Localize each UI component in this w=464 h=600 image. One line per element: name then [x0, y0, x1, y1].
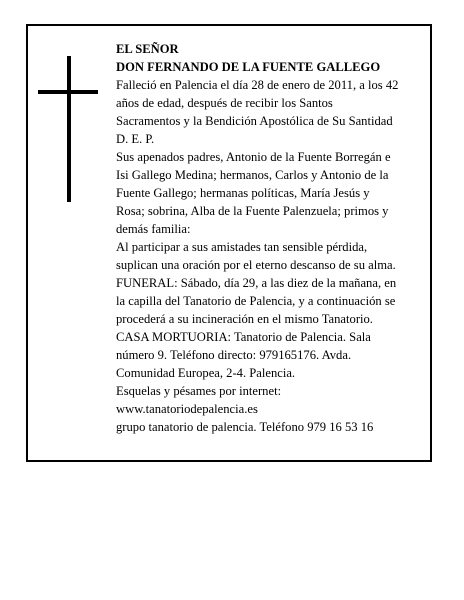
notice-heading-title: EL SEÑOR: [116, 42, 179, 56]
obituary-notice-frame: [26, 24, 432, 462]
notice-line: años de edad, después de recibir los Santos: [116, 96, 333, 110]
notice-line: Isi Gallego Medina; hermanos, Carlos y Antonio de la: [116, 168, 389, 182]
cross-vertical-bar: [67, 56, 71, 202]
notice-line: procederá a su incineración en el mismo Tanatorio.: [116, 312, 373, 326]
deceased-name: DON FERNANDO DE LA FUENTE GALLEGO: [116, 60, 381, 74]
notice-line: Fuente Gallego; hermanas políticas, María Jesús y: [116, 186, 370, 200]
notice-line: Falleció en Palencia el día 28 de enero de 2011, a los 42: [116, 78, 399, 92]
notice-line: Rosa; sobrina, Alba de la Fuente Palenzuela; primos y: [116, 204, 389, 218]
cross-horizontal-bar: [38, 90, 98, 94]
notice-line: grupo tanatorio de palencia. Teléfono 979 16 53 16: [116, 420, 374, 434]
notice-line: Sus apenados padres, Antonio de la Fuente Borregán e: [116, 150, 391, 164]
notice-line: número 9. Teléfono directo: 979165176. Avda.: [116, 348, 352, 362]
notice-line: Sacramentos y la Bendición Apostólica de Su Santidad: [116, 114, 393, 128]
notice-line: FUNERAL: Sábado, día 29, a las diez de la mañana, en: [116, 276, 397, 290]
notice-line: Esquelas y pésames por internet:: [116, 384, 282, 398]
notice-line: demás familia:: [116, 222, 191, 236]
notice-line: Comunidad Europea, 2-4. Palencia.: [116, 366, 296, 380]
obituary-text: [116, 40, 432, 436]
notice-line: suplican una oración por el eterno descanso de su alma.: [116, 258, 396, 272]
notice-line: Al participar a sus amistades tan sensible pérdida,: [116, 240, 368, 254]
notice-line: D. E. P.: [116, 132, 155, 146]
cross-icon: [38, 56, 98, 202]
website-url: www.tanatoriodepalencia.es: [116, 402, 258, 416]
notice-line: la capilla del Tanatorio de Palencia, y a continuación se: [116, 294, 396, 308]
notice-line: CASA MORTUORIA: Tanatorio de Palencia. Sala: [116, 330, 371, 344]
